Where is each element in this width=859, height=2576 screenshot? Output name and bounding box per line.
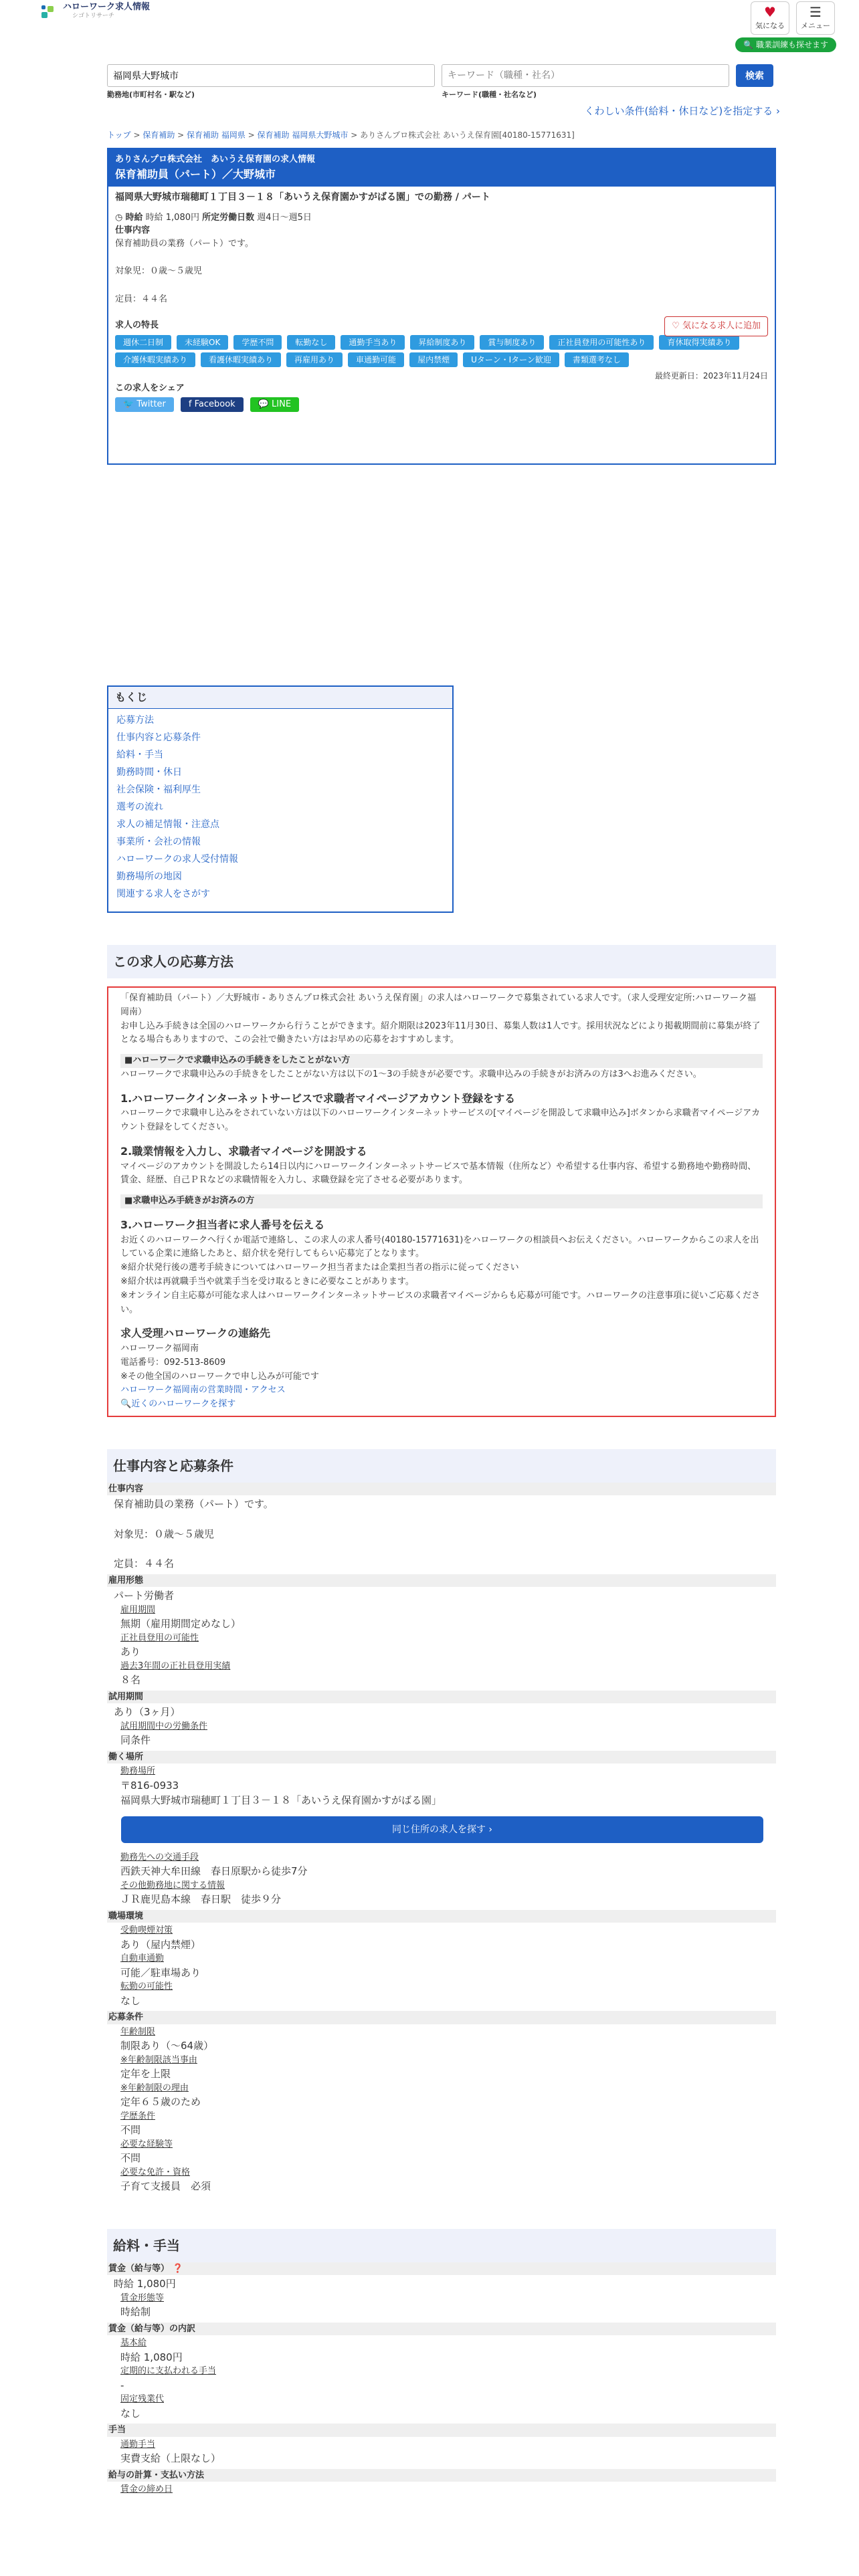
step2-heading: 2.職業情報を入力し、求職者マイページを開設する	[120, 1144, 367, 1158]
sub-value: 不問	[120, 2152, 141, 2165]
keyword-input[interactable]	[442, 64, 729, 87]
sub-value: あり（屋内禁煙）	[120, 1938, 201, 1951]
toc-link[interactable]: 給料・手当	[116, 750, 163, 760]
step3-text: お近くのハローワークへ行くか電話で連絡し、この求人の求人番号(40180-15771631)をハローワークの相談員へお伝えください。ハローワークからこの求人を出している企業に連絡したあと、紹介状を発行してもらい応募完了となります。	[120, 1235, 759, 1259]
keyword-label: キーワード(職種・社名など)	[442, 90, 537, 99]
sub-label: 必要な免許・資格	[120, 2167, 191, 2177]
step3-note: ※紹介状は再就職手当や就業手当を受け取るときに必要なことがあります。	[120, 1276, 414, 1287]
sub-value: 時給制	[120, 2306, 151, 2319]
sub-value: 定年を上限	[120, 2068, 171, 2080]
place: 福岡県大野城市瑞穂町１丁目３－１８「あいうえ保育園かすがばる園」	[120, 1794, 442, 1807]
sub-label: 自動車通勤	[120, 1953, 165, 1964]
sub-label: 賃金形態等	[120, 2292, 165, 2303]
favorites-button[interactable]	[751, 1, 789, 35]
toc-title: もくじ	[108, 687, 452, 709]
breadcrumb-current: ありさんプロ株式会社 あいうえ保育園[40180-15771631]	[360, 130, 575, 140]
line-label: LINE	[272, 399, 292, 409]
menu-button[interactable]	[796, 1, 835, 35]
job-summary-card	[107, 148, 776, 465]
line-icon: 💬	[258, 399, 269, 409]
step1-heading: 1.ハローワークインターネットサービスで求職者マイページアカウント登録をする	[120, 1091, 516, 1105]
sub-value: ８名	[120, 1674, 141, 1687]
feature-tag[interactable]: 通勤手当あり	[341, 335, 405, 350]
feature-tag[interactable]: 学歴不問	[233, 335, 282, 350]
toc-link[interactable]: 応募方法	[116, 715, 154, 726]
updated-date: 最終更新日：2023年11月24日	[654, 370, 768, 381]
toc-link[interactable]: 関連する求人をさがす	[116, 889, 210, 899]
favorites-label: 気になる	[755, 21, 785, 30]
wage-value: 時給 1,080円	[114, 2278, 176, 2290]
logo-subtitle: シゴトリサーチ	[72, 13, 114, 20]
no-account-heading: ■ハローワークで求職申込みの手続きをしたことがない方	[120, 1054, 763, 1068]
sub-label: 年齢制限	[120, 2026, 156, 2037]
feature-tag[interactable]: 昇給制度あり	[410, 335, 474, 350]
near-hw-link[interactable]: 近くのハローワークを探す	[131, 1399, 236, 1410]
share-buttons	[115, 397, 768, 412]
pay-section-title: 給料・手当	[107, 2229, 776, 2262]
sub-label: 過去3年間の正社員登用実績	[120, 1660, 231, 1671]
content-line: 対象児：０歳〜５歳児	[114, 1527, 215, 1540]
facebook-icon: f	[188, 399, 192, 409]
row-heading: 賃金（給与等）の内訳	[107, 2323, 776, 2336]
sub-value: 西鉄天神大牟田線 春日原駅から徒歩7分	[120, 1865, 308, 1878]
add-favorite-button[interactable]	[664, 316, 768, 336]
sub-label: その他勤務地に関する情報	[120, 1880, 225, 1891]
feature-tag[interactable]: 週休二日制	[115, 335, 171, 350]
same-address-button[interactable]: 同じ住所の求人を探す ›	[121, 1816, 763, 1843]
share-label: この求人をシェア	[115, 383, 185, 393]
sub-label: 賃金の締め日	[120, 2484, 173, 2495]
sub-value: なし	[120, 1994, 141, 2007]
breadcrumb-top[interactable]: トップ	[107, 130, 131, 140]
pay-table	[107, 2262, 776, 2499]
content-line: 対象児：０歳〜５歳児	[115, 266, 203, 276]
conditions-table	[107, 1483, 776, 2197]
breadcrumb-pref[interactable]: 保育補助 福岡県	[187, 130, 246, 140]
logo-title: ハローワーク求人情報	[63, 2, 151, 13]
feature-tag[interactable]: 車通勤可能	[348, 352, 404, 367]
training-label: 職業訓練も探せます	[755, 40, 828, 49]
apply-box	[107, 986, 776, 1417]
search-icon: 🔍	[120, 1399, 132, 1410]
content-line: 定員：４４名	[115, 294, 168, 304]
feature-tag[interactable]: 育休取得実績あり	[659, 335, 739, 350]
sub-label: 必要な経験等	[120, 2139, 173, 2149]
wage-value: 時給 1,080円	[145, 212, 199, 223]
chevron-right-icon: ›	[776, 104, 780, 117]
facebook-share-button[interactable]	[181, 397, 244, 412]
conditions-section-title: 仕事内容と応募条件	[107, 1449, 776, 1483]
sub-label: ※年齢制限該当事由	[120, 2054, 197, 2065]
twitter-label: Twitter	[136, 399, 166, 409]
sub-value: 時給 1,080円	[120, 2351, 183, 2363]
sub-value: ＪＲ鹿児島本線 春日駅 徒歩９分	[120, 1893, 282, 1906]
sub-label: 基本給	[120, 2338, 147, 2349]
sub-label: 雇用期間	[120, 1604, 156, 1615]
sub-value: 定年６５歳のため	[120, 2096, 201, 2109]
toc-link[interactable]: 勤務時間・休日	[116, 767, 182, 778]
toc-link[interactable]: ハローワークの求人受付情報	[116, 854, 238, 865]
site-header	[0, 0, 859, 55]
toc-link[interactable]: 求人の補足情報・注意点	[116, 819, 219, 830]
main-content	[107, 64, 780, 2499]
toc-link[interactable]: 選考の流れ	[116, 802, 163, 813]
sub-label: 勤務先への交通手段	[120, 1852, 199, 1862]
menu-label: メニュー	[801, 21, 830, 30]
toc-link[interactable]: 社会保険・福利厚生	[116, 784, 201, 795]
step3-note: ※紹介状発行後の選考手続きについてはハローワーク担当者または企業担当者の指示に従ってください	[120, 1263, 519, 1273]
row-heading: 給与の計算・支払い方法	[107, 2469, 776, 2482]
no-account-text: ハローワークで求職申込みの手続きをしたことがない方は以下の1〜3の手続きが必要です。求職申込みの手続きがお済みの方は3へお進みください。	[120, 1069, 702, 1079]
apply-intro: 「保育補助員（パート）／大野城市 - ありさんプロ株式会社 あいうえ保育園」の求人はハローワークで募集されている求人です。（求人受理安定所:ハローワーク福岡南）	[120, 993, 756, 1017]
sub-label: ※年齢制限の理由	[120, 2082, 189, 2093]
toc-link[interactable]: 勤務場所の地図	[116, 871, 182, 882]
wage-label: 時給	[125, 212, 143, 223]
breadcrumb-category[interactable]: 保育補助	[142, 130, 175, 140]
row-heading: 応募条件	[107, 2011, 776, 2024]
table-of-contents	[107, 685, 454, 913]
toc-link[interactable]: 事業所・会社の情報	[116, 837, 201, 847]
heart-outline-icon: ♡	[672, 321, 680, 331]
line-share-button[interactable]	[250, 397, 299, 412]
wage-heading-label: 賃金（給与等）	[108, 2263, 170, 2274]
sub-label: 転勤の可能性	[120, 1981, 173, 1992]
detail-conditions-label: くわしい条件(給料・休日など)を指定する	[584, 104, 773, 117]
hamburger-icon: ☰	[809, 4, 822, 20]
location-input[interactable]	[107, 64, 435, 87]
sub-value: -	[120, 2379, 124, 2391]
sub-value: 可能／駐車場あり	[120, 1966, 201, 1979]
sub-value: あり	[120, 1646, 141, 1658]
feature-tag[interactable]: 再雇用あり	[286, 352, 343, 367]
step3-note: ※オンライン自主応募が可能な求人はハローワークインターネットサービスの求職者マイページからも応募が可能です。ハローワークの注意事項に従いご応募ください。	[120, 1290, 761, 1315]
sub-label: 試用期間中の労働条件	[120, 1721, 208, 1731]
job-title: 保育補助員（パート）／大野城市	[115, 167, 276, 181]
sub-label: 学歴条件	[120, 2111, 156, 2121]
feature-tag[interactable]: 未経験OK	[177, 335, 228, 350]
feature-tag[interactable]: 正社員登用の可能性あり	[549, 335, 654, 350]
sub-value: 無期（雇用期間定めなし）	[120, 1618, 242, 1630]
row-heading: 試用期間	[107, 1691, 776, 1704]
row-heading	[107, 2262, 776, 2276]
emp-value: パート労働者	[114, 1590, 175, 1602]
feature-tag[interactable]: 介護休暇実績あり	[115, 352, 195, 367]
feature-tag[interactable]: 看護休暇実績あり	[201, 352, 281, 367]
days-value: 週4日〜週5日	[257, 212, 312, 223]
done-heading: ■求職申込み手続きがお済みの方	[120, 1194, 763, 1208]
toc-link[interactable]: 仕事内容と応募条件	[116, 732, 201, 743]
sub-label: 通勤手当	[120, 2439, 156, 2450]
facebook-label: Facebook	[194, 399, 235, 409]
hw-contact-heading: 求人受理ハローワークの連絡先	[120, 1327, 271, 1340]
sub-value: なし	[120, 2407, 141, 2420]
content-line: 保育補助員の業務（パート）です。	[115, 238, 254, 249]
feature-tag[interactable]: 屋内禁煙	[409, 352, 458, 367]
feature-tag[interactable]: 書類選考なし	[565, 352, 629, 367]
search-bar	[107, 64, 776, 87]
row-heading: 働く場所	[107, 1751, 776, 1764]
heart-icon: ♥	[764, 4, 776, 20]
location-label: 勤務地(市町村名・駅など)	[107, 90, 195, 99]
features-label: 求人の特長	[115, 320, 159, 330]
detail-conditions-link[interactable]	[107, 104, 780, 119]
content-line: 定員：４４名	[114, 1558, 175, 1570]
add-favorite-label: 気になる求人に追加	[682, 321, 761, 331]
company-line: ありさんプロ株式会社 あいうえ保育園の求人情報	[115, 154, 316, 165]
step1-text: ハローワークで求職申し込みをされていない方は以下のハローワークインターネットサービスの[マイページを開設して求職申込み]ボタンから求職者マイページアカウント登録をしてください。	[120, 1108, 761, 1133]
row-heading: 職場環境	[107, 1910, 776, 1923]
feature-tags	[115, 335, 744, 367]
twitter-icon: 🐦	[123, 399, 134, 409]
clock-icon: ◷	[115, 212, 123, 223]
job-address: 福岡県大野城市瑞穂町１丁目３－１８「あいうえ保育園かすがばる園」での勤務 / パート	[115, 191, 490, 203]
breadcrumb: トップ > 保育補助 > 保育補助 福岡県 > 保育補助 福岡県大野城市 > ありさんプロ株式会社 あいうえ保育園[40180-15771631]	[107, 130, 575, 140]
hw-access-link[interactable]: ハローワーク福岡南の営業時間・アクセス	[120, 1385, 286, 1396]
days-label: 所定労働日数	[202, 212, 255, 223]
search-button[interactable]: 検索	[736, 64, 773, 87]
sub-value: 不問	[120, 2124, 141, 2137]
help-icon[interactable]: ❓	[172, 2263, 183, 2274]
logo-icon	[41, 3, 60, 21]
zip: 〒816-0933	[120, 1779, 179, 1792]
sub-label: 受動喫煙対策	[120, 1925, 173, 1936]
breadcrumb-city[interactable]: 保育補助 福岡県大野城市	[257, 130, 349, 140]
apply-intro2: お申し込み手続きは全国のハローワークから行うことができます。紹介期限は2023年11月30日、募集人数は1人です。採用状況などにより掲載期間前に募集が終了となる場合もありますので、この会社で働きたい方はお早めの応募をおすすめします。	[120, 1021, 761, 1045]
sub-value: 子育て支援員 必須	[120, 2180, 211, 2193]
trial-value: あり（3ヶ月）	[114, 1706, 181, 1719]
hw-tel: 電話番号：092-513-8609	[120, 1357, 226, 1368]
site-logo[interactable]	[41, 3, 150, 21]
sub-value: 制限あり（〜64歳）	[120, 2040, 214, 2052]
step3-heading: 3.ハローワーク担当者に求人番号を伝える	[120, 1218, 325, 1231]
row-heading: 手当	[107, 2424, 776, 2437]
twitter-share-button[interactable]	[115, 397, 174, 412]
hw-note: ※その他全国のハローワークで申し込みが可能です	[120, 1371, 319, 1382]
row-heading: 雇用形態	[107, 1574, 776, 1588]
row-heading: 仕事内容	[107, 1483, 776, 1496]
sub-label: 正社員登用の可能性	[120, 1632, 199, 1643]
same-address-label: 同じ住所の求人を探す	[391, 1824, 486, 1835]
sub-value: 同条件	[120, 1734, 151, 1747]
feature-tag[interactable]: 賞与制度あり	[480, 335, 544, 350]
content-label: 仕事内容	[115, 225, 151, 235]
apply-section-title: この求人の応募方法	[107, 945, 776, 978]
training-link[interactable]: 🔍 職業訓練も探せます	[735, 37, 836, 52]
content-line: 保育補助員の業務（パート）です。	[114, 1498, 274, 1511]
sub-label: 固定残業代	[120, 2394, 165, 2405]
sub-label: 定期的に支払われる手当	[120, 2366, 217, 2377]
step2-text: マイページのアカウントを開設したら14日以内にハローワークインターネットサービスで基本情報（住所など）や希望する仕事内容、希望する勤務地や勤務時間、賃金、経歴、自己ＰＲなどの求職情報を入力し、求職登録を完了させる必要があります。	[120, 1161, 757, 1186]
hw-name: ハローワーク福岡南	[120, 1343, 199, 1354]
sub-label: 勤務場所	[120, 1766, 156, 1777]
feature-tag[interactable]: 転勤なし	[287, 335, 335, 350]
feature-tag[interactable]: Uターン・Iターン歓迎	[463, 352, 559, 367]
sub-value: 実費支給（上限なし）	[120, 2452, 221, 2465]
